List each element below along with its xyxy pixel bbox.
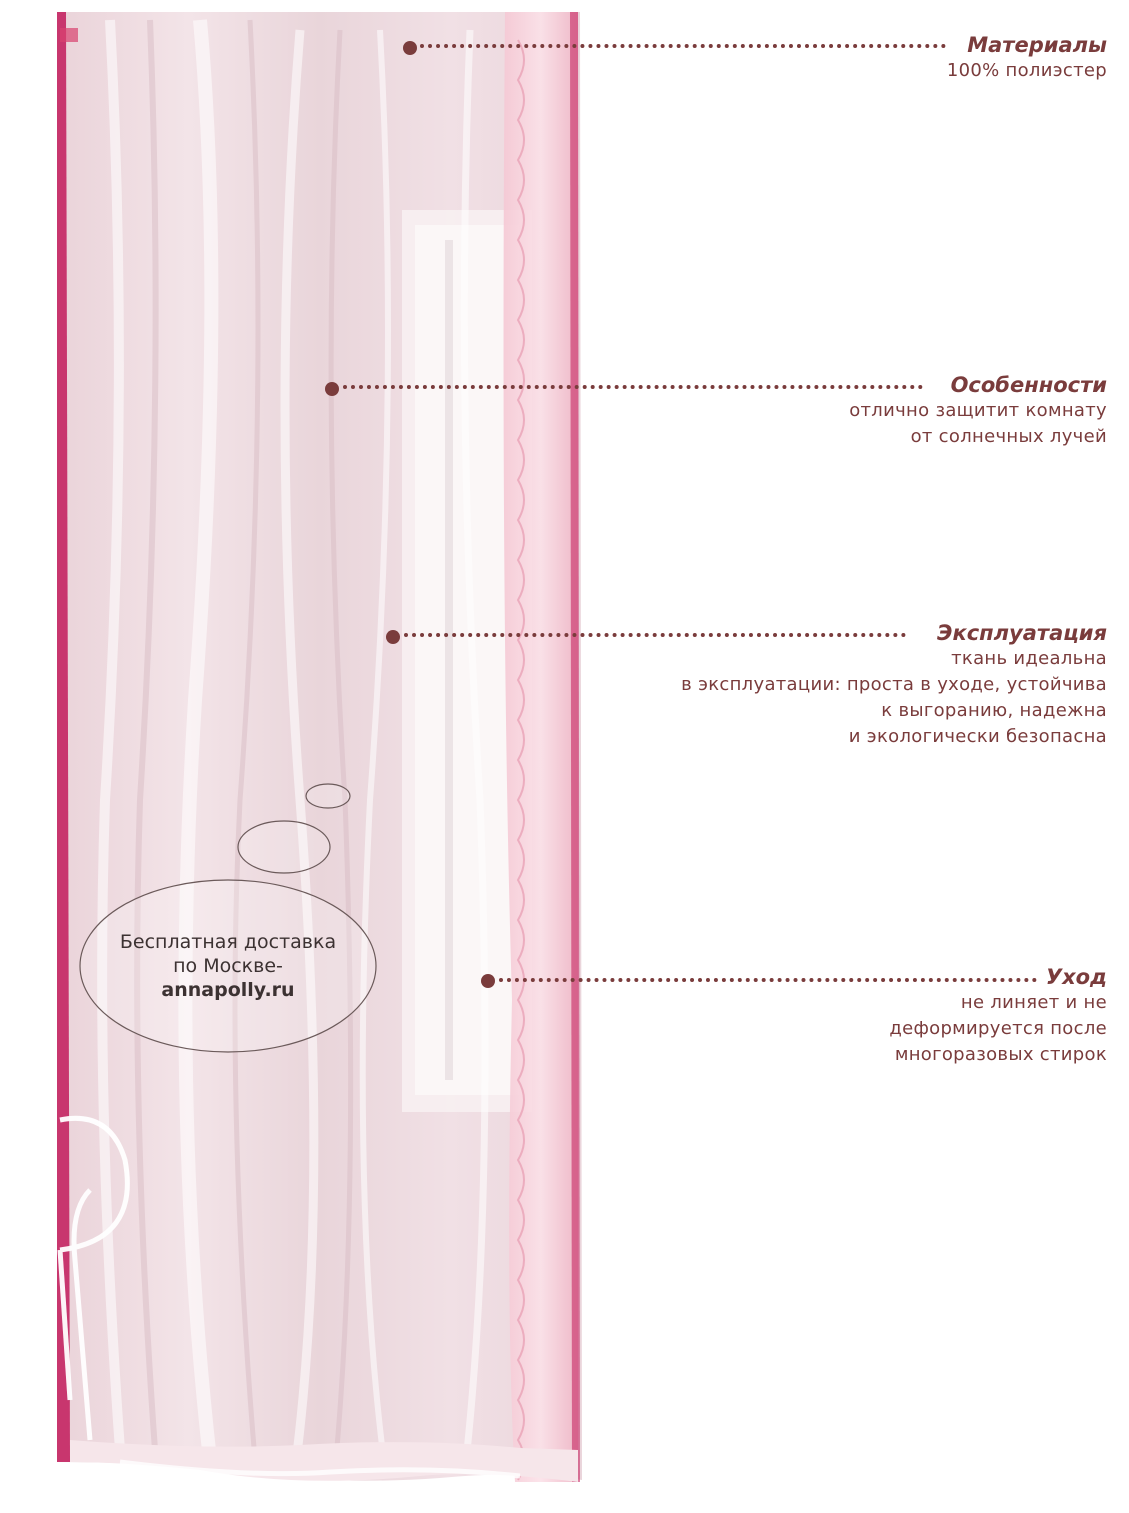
callout-text: от солнечных лучей — [910, 426, 1107, 447]
callout-dot-usage — [386, 630, 400, 644]
callout-dot-materials — [403, 41, 417, 55]
callout-materials — [947, 32, 1107, 84]
callout-care — [889, 964, 1107, 1068]
callout-title: Эксплуатация — [937, 621, 1107, 645]
callout-dot-features — [325, 382, 339, 396]
callout-text: отлично защитит комнату — [849, 400, 1107, 421]
delivery-line-2: по Москве- — [173, 955, 283, 977]
callout-text: ткань идеальна — [951, 648, 1107, 669]
delivery-bubble — [80, 930, 376, 1002]
callout-dot-care — [481, 974, 495, 988]
leader-line-features — [343, 385, 923, 389]
leader-line-materials — [420, 44, 946, 48]
callout-text: к выгоранию, надежна — [881, 700, 1107, 721]
delivery-line-1: Бесплатная доставка — [119, 931, 337, 953]
callout-text: не линяет и не — [960, 992, 1107, 1013]
callout-features — [849, 372, 1107, 450]
callout-text: многоразовых стирок — [894, 1044, 1107, 1065]
callout-title: Уход — [1045, 965, 1107, 989]
callout-title: Материалы — [967, 33, 1107, 57]
callout-text: и экологически безопасна — [848, 726, 1107, 747]
callout-usage — [681, 620, 1107, 750]
callout-text: в эксплуатации: проста в уходе, устойчива — [681, 674, 1107, 695]
callout-text: 100% полиэстер — [946, 60, 1107, 81]
callout-text: деформируется после — [889, 1018, 1107, 1039]
site-link[interactable]: annapolly.ru — [161, 979, 295, 1001]
callout-title: Особенности — [950, 373, 1107, 397]
